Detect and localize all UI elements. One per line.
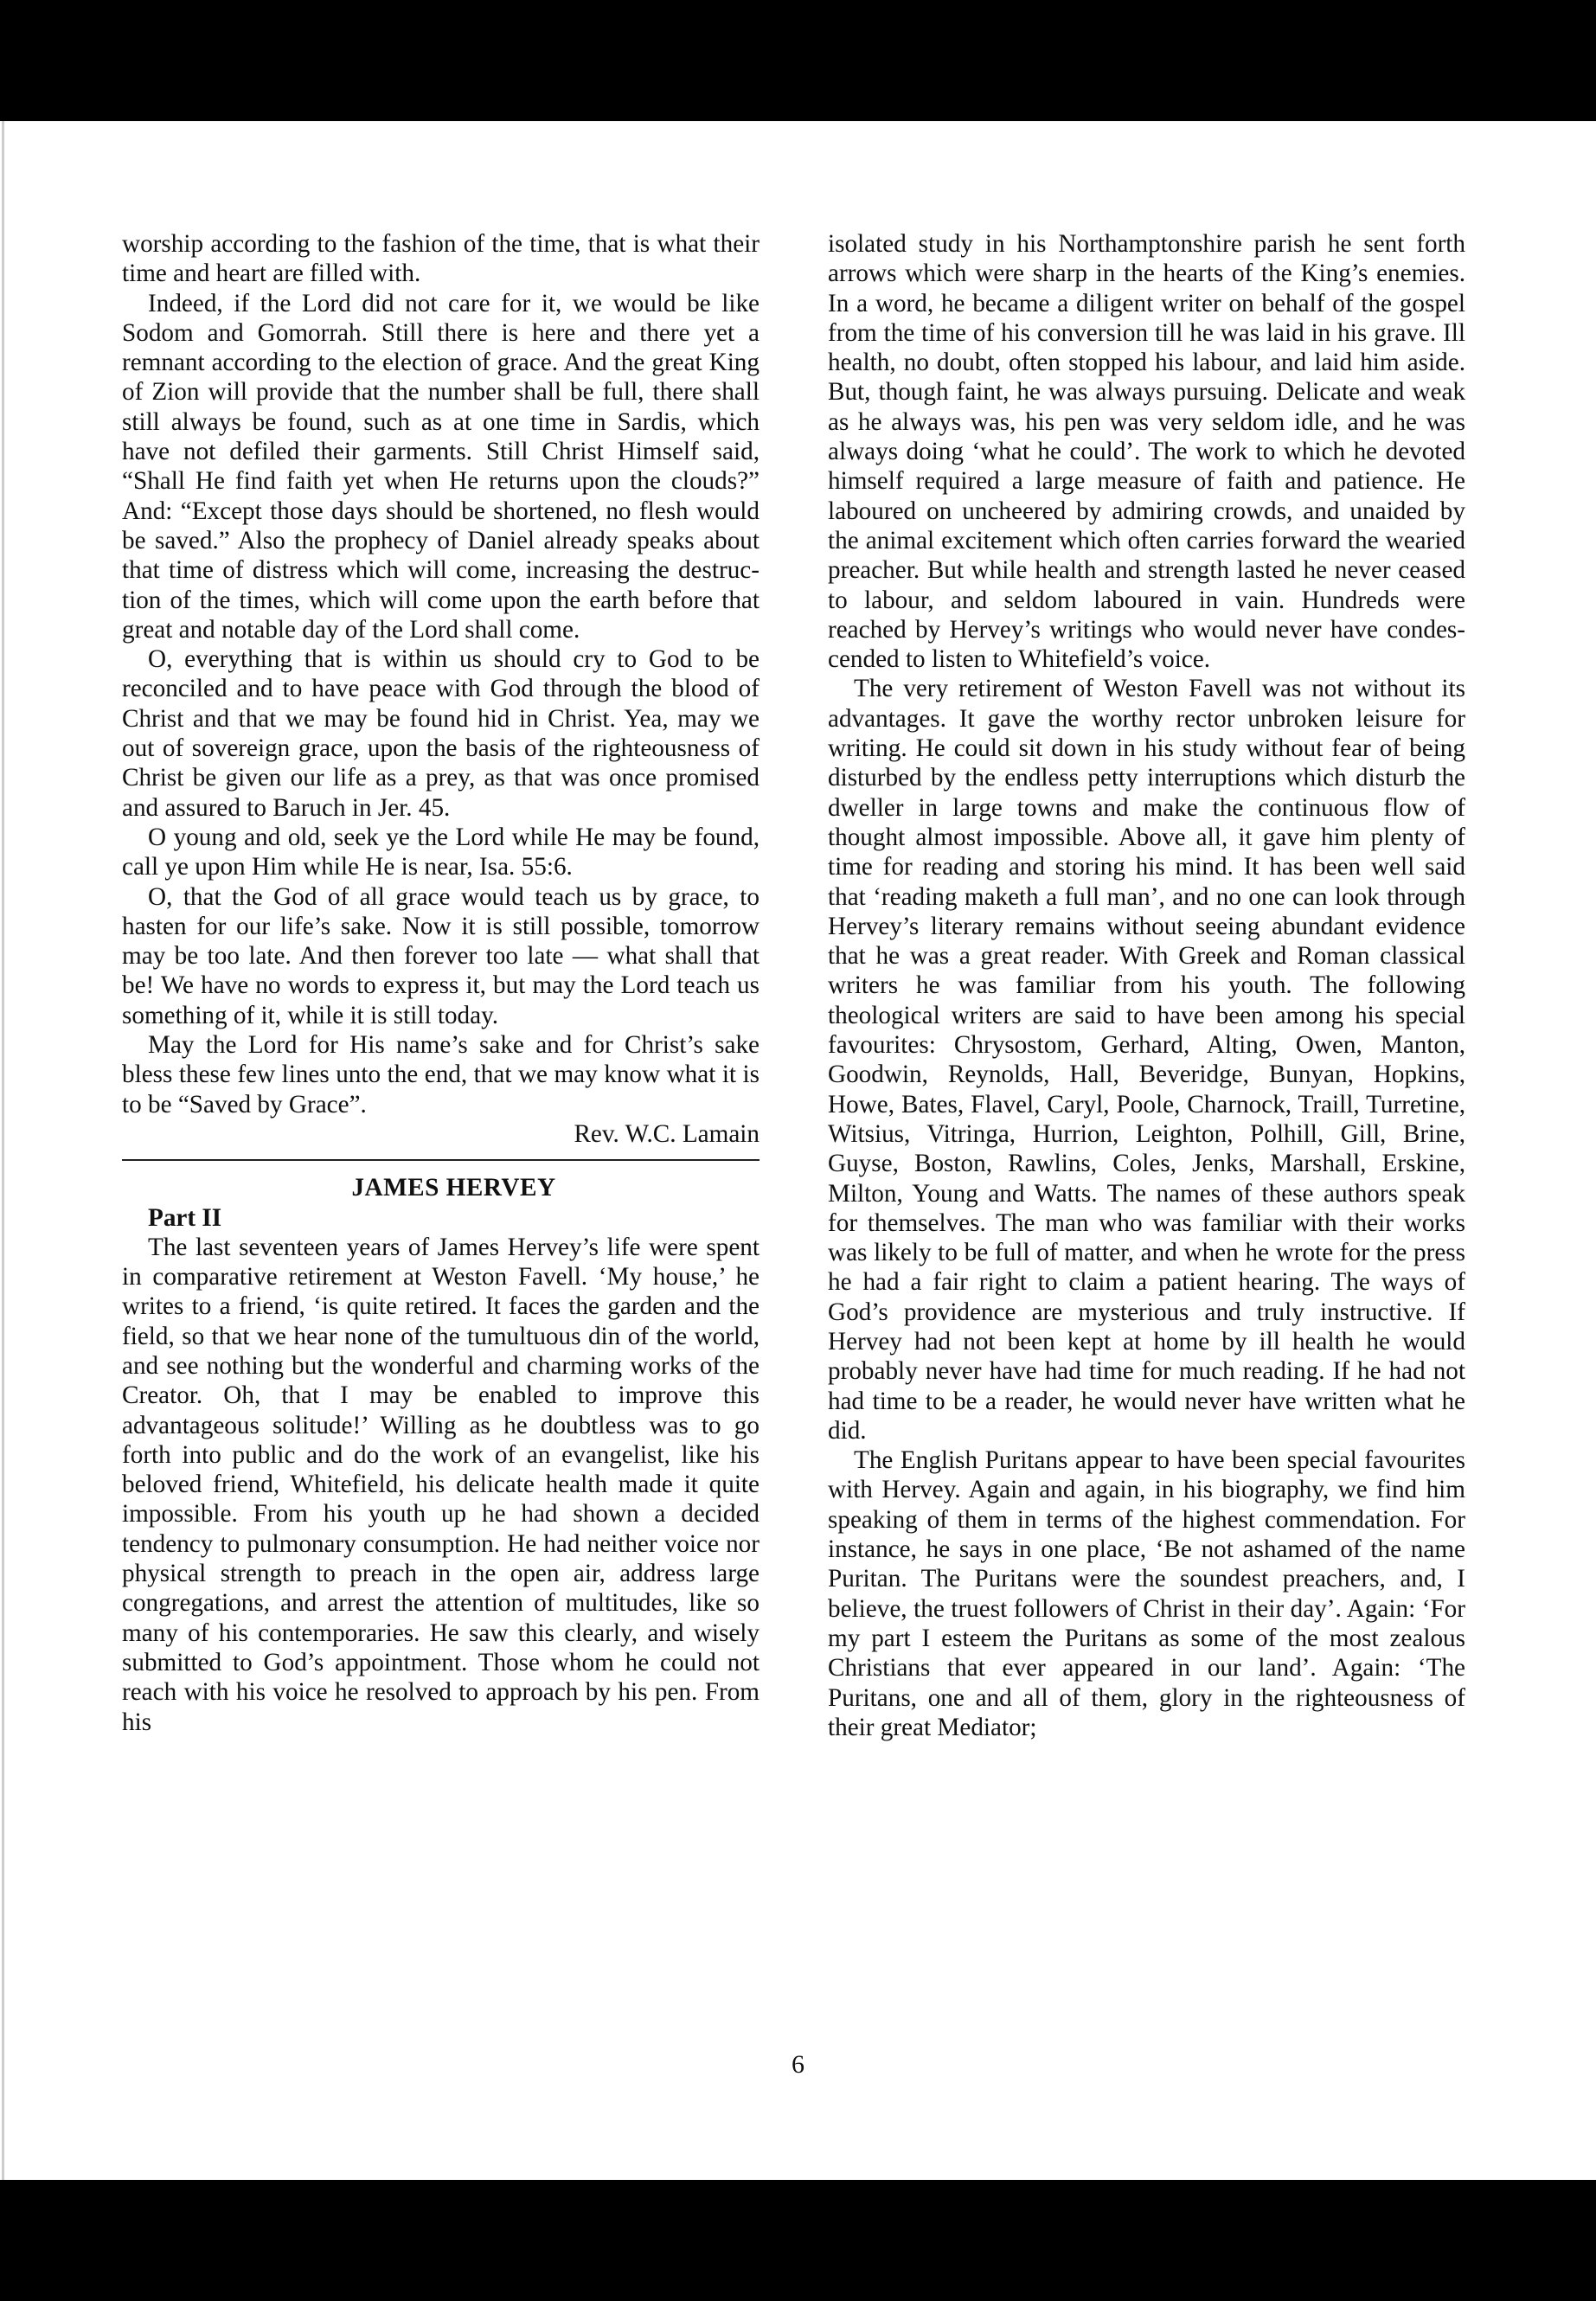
author-signature: Rev. W.C. Lamain — [574, 1119, 760, 1148]
paragraph: May the Lord for His name’s sake and for Christ’s sake bless these few lines unto the end, that we may know what it is to be “Saved by Grace”. — [122, 1031, 760, 1118]
paragraph: The last seventeen years of James Hervey’s life were spent in comparative retirement at Weston Favell. ‘My house,’ he writes to a friend, ‘is quite retired. It faces the garden and the field, so that we hear none of the tumultuous din of the world, and see nothing but the wonderful and charming works of the Creator. Oh, that I may be enabled to improve this advantageous solitude!’ Willing as he doubtless was to go forth into public and do the work of an evangelist, like his beloved friend, Whitefield, his delicate health made it quite impossible. From his youth up he had shown a decided tendency to pulmonary consumption. He had neither voice nor physical strength to preach in the open air, address large congregations, and arrest the attention of multitudes, like so many of his contemporaries. He saw this clearly, and wisely submitted to God’s appointment. Those whom he could not reach with his voice he resolved to approach by his pen. From his — [122, 1233, 760, 1736]
paragraph: isolated study in his Northamptonshire parish he sent forth arrows which were sharp in the hearts of the King’s enemies. In a word, he became a diligent writer on behalf of the gospel from the time of his conversion till he was laid in his grave. Ill health, no doubt, often stopped his labour, and laid him aside. But, though faint, he was always pursuing. Delicate and weak as he always was, his pen was very seldom idle, and he was always doing ‘what he could’. The work to which he devoted himself required a large measure of faith and patience. He laboured on uncheered by admiring crowds, and unaided by the animal excitement which often carries forward the wearied preacher. But while health and strength lasted he never ceased to labour, and seldom laboured in vain. Hundreds were reached by Hervey’s writings who would never have condescended to listen to Whitefield’s voice. — [828, 230, 1465, 674]
left-column — [122, 229, 760, 1737]
part-title: Part II — [148, 1203, 222, 1232]
paragraph: O, everything that is within us should cry to God to be reconciled and to have peace with God through the blood of Christ and that we may be found hid in Christ. Yea, may we out of sovereign grace, upon the basis of the righteousness of Christ be given our life as a prey, as that was once promised and assured to Baruch in Jer. 45. — [122, 645, 760, 822]
section-title: JAMES HERVEY — [351, 1174, 556, 1202]
paragraph: O young and old, seek ye the Lord while He may be found, call ye upon Him while He is near, Isa. 55:6. — [122, 823, 760, 881]
right-column — [828, 229, 1465, 1742]
section-divider — [122, 1159, 760, 1161]
page-number: 6 — [792, 2050, 804, 2079]
scan-edge — [2, 121, 4, 2180]
paragraph: O, that the God of all grace would teach us by grace, to hasten for our life’s sake. Now it is still possible, tomorrow may be too late. And then forever too late — what shall that be! We have no words to express it, but may the Lord teach us something of it, while it is still today. — [122, 882, 760, 1029]
paragraph: The English Puritans appear to have been special favourites with Hervey. Again and again, in his biography, we find him speaking of them in terms of the highest commendation. For instance, he says in one place, ‘Be not ashamed of the name Puritan. The Puritans were the soundest preachers, and, I believe, the truest followers of Christ in their day’. Again: ‘For my part I esteem the Puritans as some of the most zealous Christians that ever appeared in our land’. Again: ‘The Puritans, one and all of them, glory in the righteousness of their great Mediator; — [828, 1446, 1465, 1741]
paragraph: The very retirement of Weston Favell was not without its advantages. It gave the worthy rector unbroken leisure for writing. He could sit down in his study without fear of being disturbed by the endless petty interruptions which disturb the dweller in large towns and make the continuous flow of thought almost impossible. Above all, it gave him plenty of time for reading and storing his mind. It has been well said that ‘reading maketh a full man’, and no one can look through Hervey’s literary remains without seeing abundant evidence that he was a great reader. With Greek and Roman classical writers he was familiar from his youth. The following theological writers are said to have been among his special favourites: Chrysostom, Gerhard, Alting, Owen, Manton, Goodwin, Reynolds, Hall, Beveridge, Bunyan, Hopkins, Howe, Bates, Flavel, Caryl, Poole, Charnock, Traill, Turretine, Witsius, Vitringa, Hurrion, Leighton, Polhill, Gill, Brine, Guyse, Boston, Rawlins, Coles, Jenks, Marshall, Erskine, Milton, Young and Watts. The names of these authors speak for themselves. The man who was familiar with their works was likely to be full of matter, and when he wrote for the press he had a fair right to claim a patient hearing. The ways of God’s providence are mysterious and truly instructive. If Hervey had not been kept at home by ill health he would probably never have had time for much reading. If he had not had time to be a reader, he would never have written what he did. — [828, 675, 1465, 1445]
paragraph: worship according to the fashion of the time, that is what their time and heart are filled with. — [122, 230, 760, 288]
paragraph: Indeed, if the Lord did not care for it, we would be like Sodom and Gomorrah. Still there is here and there yet a remnant according to the election of grace. And the great King of Zion will provide that the number shall be full, there shall still always be found, such as at one time in Sardis, which have not defiled their garments. Still Christ Himself said, “Shall He find faith yet when He returns upon the clouds?” And: “Except those days should be shortened, no flesh would be saved.” Also the prophecy of Daniel already speaks about that time of distress which will come, increasing the destruction of the times, which will come upon the earth before that great and notable day of the Lord shall come. — [122, 289, 760, 644]
